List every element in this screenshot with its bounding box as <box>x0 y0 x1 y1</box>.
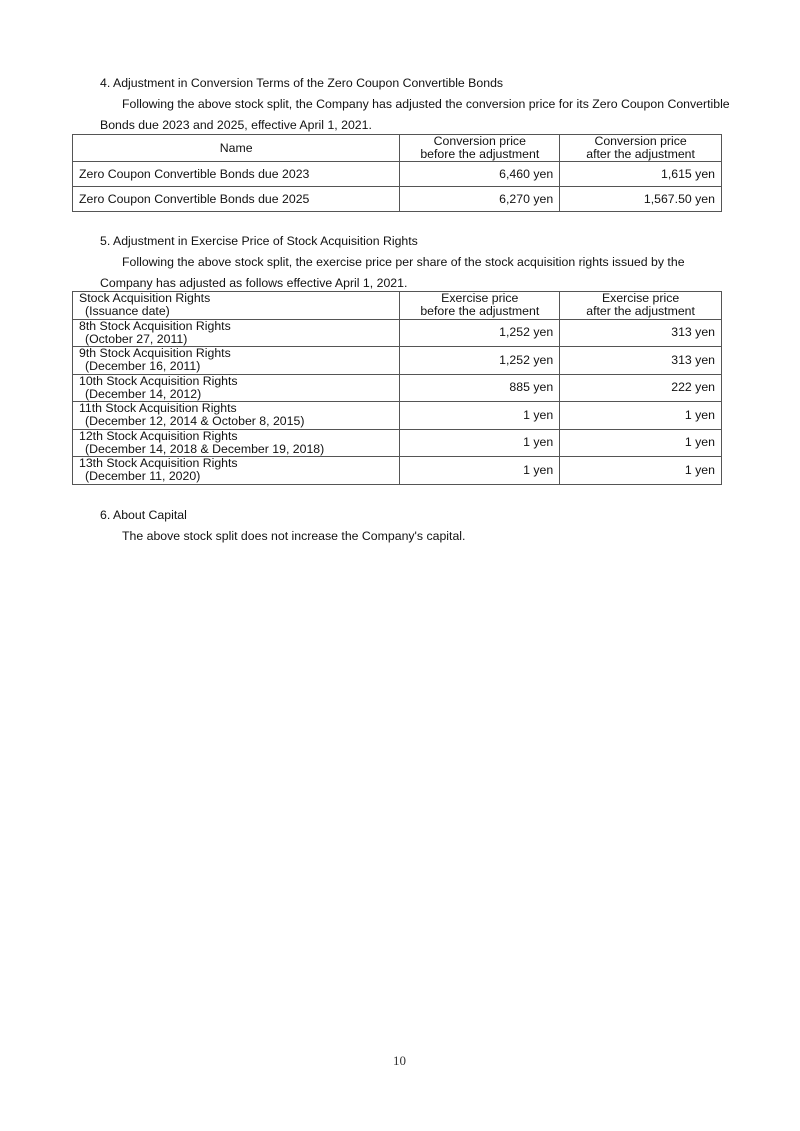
price-before: 1 yen <box>400 429 560 457</box>
header-after <box>560 292 722 320</box>
header-name-line1: Stock Acquisition Rights <box>79 291 211 305</box>
rights-name: 13th Stock Acquisition Rights <box>79 456 238 470</box>
header-before-line1: Exercise price <box>441 291 519 305</box>
price-after: 1 yen <box>560 457 722 485</box>
section-5-paragraph-line1: Following the above stock split, the exercise price per share of the stock acquisition rights issued by the <box>122 255 685 269</box>
section-5-paragraph-line2: Company has adjusted as follows effective April 1, 2021. <box>100 276 408 290</box>
header-after-line1: Conversion price <box>594 134 687 148</box>
rights-name: 11th Stock Acquisition Rights <box>79 401 237 415</box>
price-after: 222 yen <box>560 374 722 402</box>
bond-name: Zero Coupon Convertible Bonds due 2025 <box>73 187 400 212</box>
page-number: 10 <box>393 1053 406 1068</box>
section-4-paragraph-line2: Bonds due 2023 and 2025, effective April 1, 2021. <box>100 118 372 132</box>
price-after: 313 yen <box>560 319 722 347</box>
rights-name: 10th Stock Acquisition Rights <box>79 373 238 388</box>
bond-name: Zero Coupon Convertible Bonds due 2023 <box>73 162 400 187</box>
table-row <box>73 429 722 457</box>
price-before: 1,252 yen <box>400 319 560 347</box>
section-4-heading: 4. Adjustment in Conversion Terms of the Zero Coupon Convertible Bonds <box>100 76 504 90</box>
header-name-line2: (Issuance date) <box>85 304 170 318</box>
price-before: 6,270 yen <box>400 187 560 212</box>
price-after: 1 yen <box>560 429 722 457</box>
header-after <box>560 135 722 162</box>
section-6-heading: 6. About Capital <box>100 508 187 522</box>
price-after: 1 yen <box>560 402 722 430</box>
rights-name-cell <box>73 319 400 347</box>
rights-name-cell <box>73 347 400 375</box>
header-before-line2: before the adjustment <box>420 304 540 318</box>
issuance-date: (December 11, 2020) <box>85 469 201 483</box>
price-after: 1,615 yen <box>560 162 722 187</box>
header-name: Name <box>73 135 400 162</box>
table-row <box>73 187 722 212</box>
price-before: 6,460 yen <box>400 162 560 187</box>
rights-name-cell <box>73 429 400 457</box>
rights-name-cell <box>73 374 400 402</box>
rights-name: 8th Stock Acquisition Rights <box>79 318 231 333</box>
table-row <box>73 402 722 430</box>
price-before: 1,252 yen <box>400 347 560 375</box>
issuance-date: (December 16, 2011) <box>85 359 201 373</box>
section-5-heading: 5. Adjustment in Exercise Price of Stock Acquisition Rights <box>100 234 418 248</box>
price-after: 313 yen <box>560 347 722 375</box>
table-row <box>73 457 722 485</box>
section-6-paragraph: The above stock split does not increase the Company's capital. <box>122 529 466 543</box>
price-before: 1 yen <box>400 457 560 485</box>
header-before-line2: before the adjustment <box>420 147 540 161</box>
table-row <box>73 347 722 375</box>
table-header-row <box>73 292 722 320</box>
table-row <box>73 319 722 347</box>
issuance-date: (December 14, 2018 & December 19, 2018) <box>85 441 325 456</box>
header-after-line2: after the adjustment <box>586 147 695 161</box>
rights-name-cell <box>73 402 400 430</box>
issuance-date: (December 12, 2014 & October 8, 2015) <box>85 414 305 428</box>
conversion-price-table <box>72 134 722 212</box>
rights-name-cell <box>73 457 400 485</box>
table-header-row <box>73 135 722 162</box>
rights-name: 9th Stock Acquisition Rights <box>79 346 231 360</box>
price-before: 1 yen <box>400 402 560 430</box>
section-4-paragraph-line1: Following the above stock split, the Company has adjusted the conversion price for its Zero Coupon Convertible <box>122 97 730 111</box>
header-before-line1: Conversion price <box>433 134 526 148</box>
header-before <box>400 292 560 320</box>
price-after: 1,567.50 yen <box>560 187 722 212</box>
table-row <box>73 374 722 402</box>
header-before <box>400 135 560 162</box>
rights-name: 12th Stock Acquisition Rights <box>79 428 238 443</box>
header-name <box>73 292 400 320</box>
table-row <box>73 162 722 187</box>
exercise-price-table <box>72 291 722 485</box>
issuance-date: (December 14, 2012) <box>85 386 202 401</box>
header-after-line1: Exercise price <box>601 291 680 305</box>
header-after-line2: after the adjustment <box>586 304 695 318</box>
issuance-date: (October 27, 2011) <box>85 331 188 346</box>
price-before: 885 yen <box>400 374 560 402</box>
